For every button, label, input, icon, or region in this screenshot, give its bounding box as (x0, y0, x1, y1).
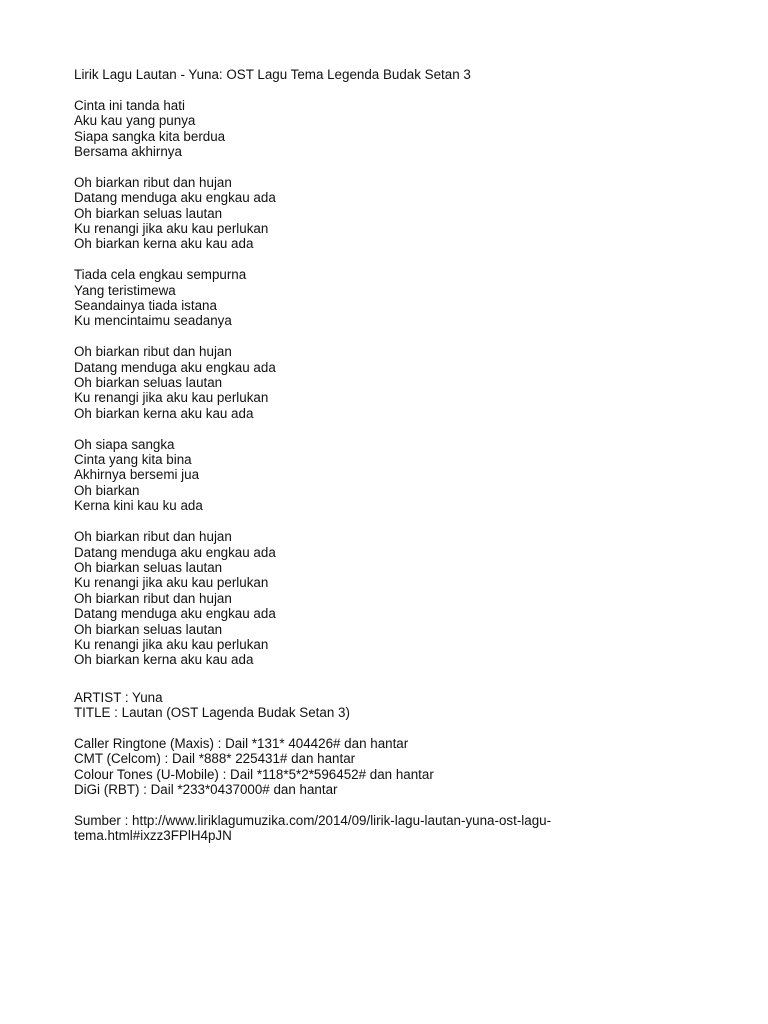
artist-line: ARTIST : Yuna (74, 689, 163, 705)
lyric-line: Oh biarkan seluas lautan (74, 375, 223, 391)
lyric-line: Oh biarkan ribut dan hujan (74, 529, 232, 545)
ringtone-line: DiGi (RBT) : Dail *233*0437000# dan hantar (74, 782, 338, 798)
lyric-line: Datang menduga aku engkau ada (74, 190, 276, 206)
lyric-line: Cinta ini tanda hati (74, 97, 185, 113)
lyrics-stanza-1 (74, 98, 694, 160)
lyric-line: Seandainya tiada istana (74, 298, 217, 314)
song-info-block (74, 690, 694, 844)
lyric-line: Oh biarkan ribut dan hujan (74, 174, 232, 190)
lyric-line: Ku renangi jika aku kau perlukan (74, 221, 269, 237)
lyric-line: Oh biarkan seluas lautan (74, 621, 223, 637)
lyric-line: Datang menduga aku engkau ada (74, 544, 276, 560)
lyric-line: Datang menduga aku engkau ada (74, 606, 276, 622)
lyrics-stanza-3 (74, 267, 694, 329)
lyric-line: Yang teristimewa (74, 282, 176, 298)
lyrics-stanza-6 (74, 529, 694, 668)
lyric-line: Oh biarkan seluas lautan (74, 559, 223, 575)
spacer (74, 798, 694, 813)
lyric-line: Cinta yang kita bina (74, 452, 192, 468)
lyric-line: Kerna kini kau ku ada (74, 498, 203, 514)
lyric-line: Datang menduga aku engkau ada (74, 359, 276, 375)
lyric-line: Ku renangi jika aku kau perlukan (74, 575, 269, 591)
lyrics-stanza-5 (74, 437, 694, 514)
source-line: tema.html#ixzz3FPlH4pJN (74, 828, 232, 844)
lyric-line: Oh biarkan ribut dan hujan (74, 590, 232, 606)
title-line: TITLE : Lautan (OST Lagenda Budak Setan 3) (74, 705, 350, 721)
lyrics-stanza-2 (74, 175, 694, 252)
ringtone-line: CMT (Celcom) : Dail *888* 225431# dan hantar (74, 751, 356, 767)
lyric-line: Oh biarkan (74, 482, 140, 498)
lyric-line: Ku mencintaimu seadanya (74, 313, 232, 329)
lyric-line: Oh biarkan kerna aku kau ada (74, 405, 254, 421)
lyric-line: Oh biarkan seluas lautan (74, 205, 223, 221)
lyric-line: Oh biarkan kerna aku kau ada (74, 236, 254, 252)
source-line: Sumber : http://www.liriklagumuzika.com/2014/09/lirik-lagu-lautan-yuna-ost-lagu- (74, 812, 552, 828)
ringtone-line: Caller Ringtone (Maxis) : Dail *131* 404426# dan hantar (74, 735, 409, 751)
document-title: Lirik Lagu Lautan - Yuna: OST Lagu Tema Legenda Budak Setan 3 (74, 67, 471, 82)
lyric-line: Tiada cela engkau sempurna (74, 267, 247, 283)
ringtone-line: Colour Tones (U-Mobile) : Dail *118*5*2*596452# dan hantar (74, 766, 434, 782)
lyric-line: Ku renangi jika aku kau perlukan (74, 390, 269, 406)
spacer (74, 721, 694, 736)
lyric-line: Siapa sangka kita berdua (74, 128, 226, 144)
lyric-line: Ku renangi jika aku kau perlukan (74, 636, 269, 652)
lyric-line: Oh siapa sangka (74, 436, 175, 452)
lyric-line: Oh biarkan ribut dan hujan (74, 344, 232, 360)
document-content (74, 67, 694, 844)
lyric-line: Akhirnya bersemi jua (74, 467, 200, 483)
lyrics-stanza-4 (74, 344, 694, 421)
lyric-line: Bersama akhirnya (74, 144, 182, 160)
lyric-line: Aku kau yang punya (74, 113, 196, 129)
lyric-line: Oh biarkan kerna aku kau ada (74, 652, 254, 668)
